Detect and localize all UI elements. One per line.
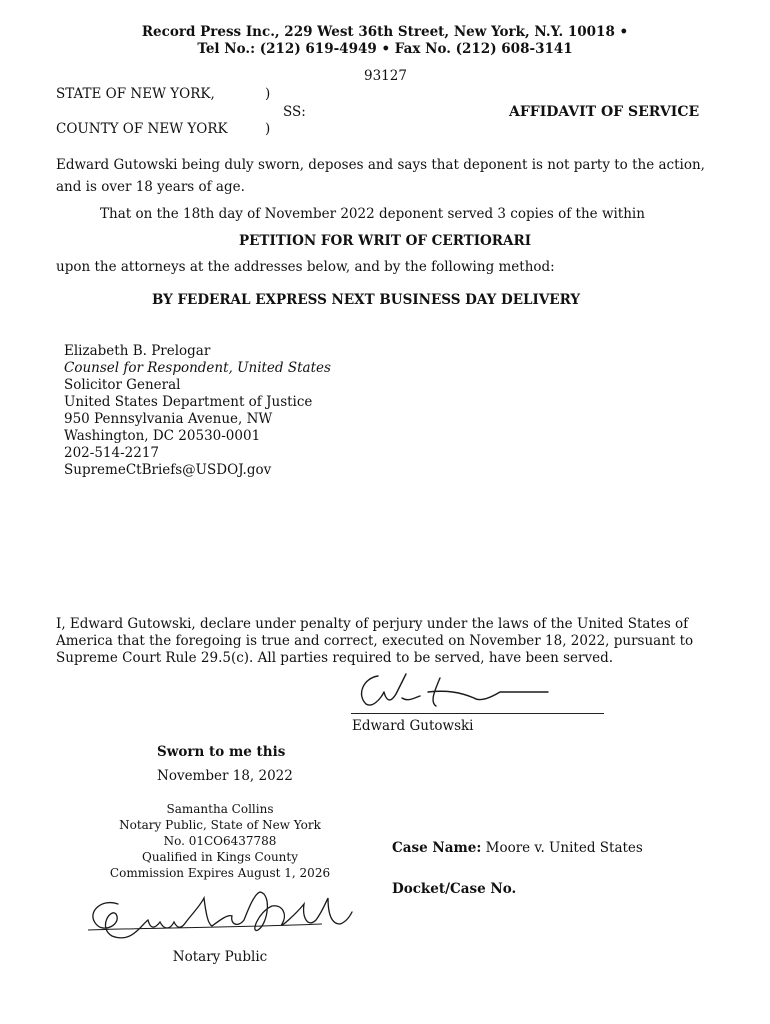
recipient-name: Elizabeth B. Prelogar — [64, 343, 211, 359]
declaration-paragraph: I, Edward Gutowski, declare under penalty of perjury under the laws of the United States of America that the foregoing is true and correct, executed on November 18, 2022, pursuant to Supreme Court Rule 29.5(c). All parties required to be served, have been served. — [56, 616, 694, 666]
notary-commission: Commission Expires August 1, 2026 — [109, 866, 331, 880]
letterhead — [0, 24, 770, 58]
deponent-printed-name: Edward Gutowski — [352, 718, 474, 734]
docket-label: Docket/Case No. — [392, 881, 517, 897]
method-line: upon the attorneys at the addresses below, and by the following method: — [56, 259, 555, 275]
case-name — [392, 840, 643, 856]
recipient-street: 950 Pennsylvania Avenue, NW — [64, 411, 273, 427]
sworn-date: November 18, 2022 — [157, 768, 293, 784]
venue-state: STATE OF NEW YORK, — [56, 86, 215, 102]
recipient-email: SupremeCtBriefs@USDOJ.gov — [64, 462, 272, 478]
notary-signature — [82, 884, 354, 946]
letterhead-phone-fax: Tel No.: (212) 619-4949 • Fax No. (212) 608-3141 — [197, 41, 573, 57]
notary-state: Notary Public, State of New York — [119, 818, 321, 832]
letterhead-address: Record Press Inc., 229 West 36th Street, New York, N.Y. 10018 • — [141, 24, 629, 40]
recipient-org: United States Department of Justice — [64, 394, 313, 410]
venue-ss: SS: — [283, 104, 306, 120]
notary-stamp — [105, 801, 335, 881]
notary-number: No. 01CO6437788 — [163, 834, 277, 848]
case-name-label: Case Name: — [392, 840, 482, 856]
case-name-value: Moore v. United States — [485, 840, 643, 856]
delivery-method: BY FEDERAL EXPRESS NEXT BUSINESS DAY DELIVERY — [151, 292, 581, 308]
served-document-title: PETITION FOR WRIT OF CERTIORARI — [238, 233, 532, 249]
recipient-role: Counsel for Respondent, United States — [64, 360, 331, 376]
venue-paren-top: ) — [265, 86, 271, 102]
venue-paren-bottom: ) — [265, 121, 271, 137]
recipient-city: Washington, DC 20530-0001 — [64, 428, 261, 444]
recipient-phone: 202-514-2217 — [64, 445, 160, 461]
deponent-signature — [350, 668, 550, 714]
served-line: That on the 18th day of November 2022 deponent served 3 copies of the within — [100, 206, 645, 222]
sworn-label: Sworn to me this — [157, 744, 286, 760]
intro-paragraph: Edward Gutowski being duly sworn, deposes and says that deponent is not party to the action, and is over 18 years of age. — [56, 157, 705, 195]
recipient-title: Solicitor General — [64, 377, 181, 393]
reference-number: 93127 — [364, 68, 407, 84]
recipient-address — [64, 343, 331, 479]
venue-county: COUNTY OF NEW YORK — [56, 121, 228, 137]
deponent-signature-line — [351, 713, 604, 714]
notary-name: Samantha Collins — [166, 802, 274, 816]
notary-public-label: Notary Public — [172, 949, 268, 965]
notary-county: Qualified in Kings County — [141, 850, 299, 864]
document-title: AFFIDAVIT OF SERVICE — [509, 104, 700, 120]
